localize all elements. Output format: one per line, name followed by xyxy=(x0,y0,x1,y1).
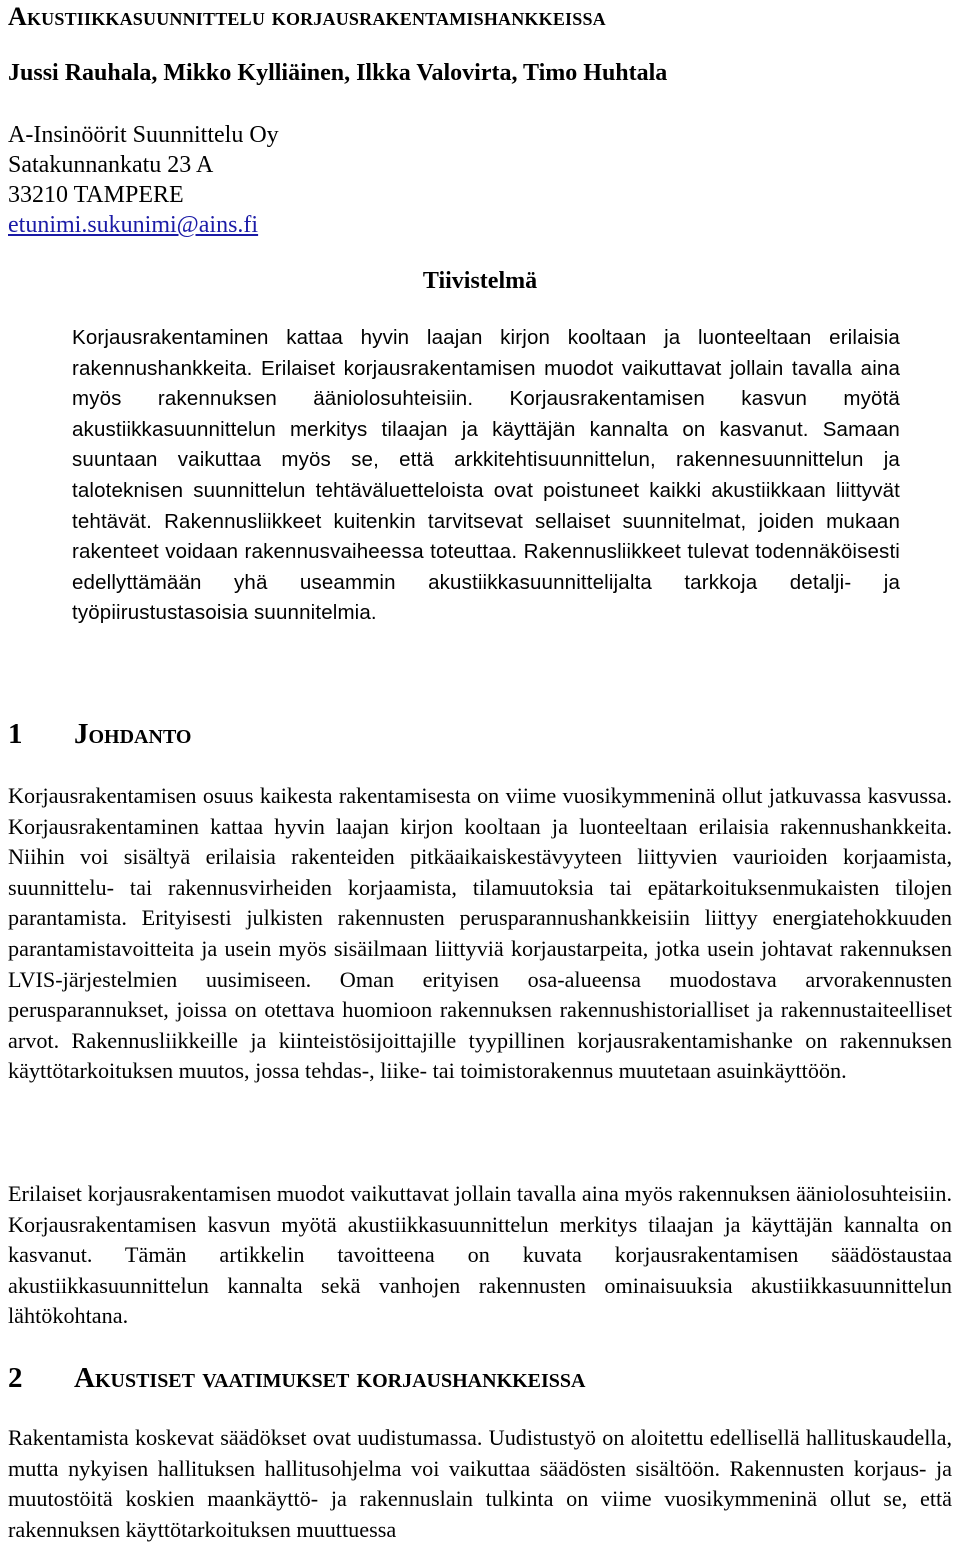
section-2-title: Akustiset vaatimukset korjaushankkeissa xyxy=(74,1362,586,1394)
section-2-number: 2 xyxy=(8,1362,23,1394)
section-2-paragraph-1: Rakentamista koskevat säädökset ovat uudistumassa. Uudistustyö on aloitettu edellisellä hallituskaudella, mutta nykyisen hallituksen hallitusohjelma voi vaikuttaa säädösten sisältöön. Rakennusten korjaus- ja muutostöitä koskien maankäyttö- ja rakennuslain tulkinta on viime vuosikymmeninä ollut se, että rakennuksen käyttötarkoituksen muuttuessa xyxy=(8,1425,952,1542)
section-2-heading xyxy=(8,1362,586,1395)
section-1-number: 1 xyxy=(8,718,23,750)
email-link[interactable]: etunimi.sukunimi@ains.fi xyxy=(8,212,259,238)
affiliation-city: 33210 TAMPERE xyxy=(8,182,184,208)
section-1-heading xyxy=(8,718,191,751)
abstract-text: Korjausrakentaminen kattaa hyvin laajan kirjon kooltaan ja luonteeltaan erilaisia rakennushankkeita. Erilaiset korjausrakentamisen muodot vaikuttavat jollain tavalla aina myös rakennuksen ääniolosuhteisiin. Korjausrakentamisen kasvun myötä akustiikkasuunnittelun merkitys tilaajan ja käyttäjän kannalta on kasvanut. Samaan suuntaan vaikuttaa myös se, että arkkitehtisuunnittelun, rakennesuunnittelun ja taloteknisen suunnittelun tehtäväluetteloista ovat poistuneet kaikki akustiikkaan liittyvät tehtävät. Rakennusliikkeet kuitenkin tarvitsevat sellaiset suunnitelmat, joiden mukaan rakenteet voidaan rakennusvaiheessa toteuttaa. Rakennusliikkeet tulevat todennäköisesti edellyttämään yhä useammin akustiikkasuunnittelijalta tarkkoja detalji- ja työpiirustustasoisia suunnitelmia. xyxy=(72,326,900,625)
section-1-title: Johdanto xyxy=(74,718,192,750)
abstract-heading: Tiivistelmä xyxy=(422,268,538,294)
affiliation-name: A-Insinöörit Suunnittelu Oy xyxy=(8,122,279,148)
section-1-paragraph-2: Erilaiset korjausrakentamisen muodot vaikuttavat jollain tavalla aina myös rakennuksen ääniolosuhteisiin. Korjausrakentamisen kasvun myötä akustiikkasuunnittelun merkitys tilaajan ja käyttäjän kannalta on kasvanut. Tämän artikkelin tavoitteena on kuvata korjausrakentamisen säädöstaustaa akustiikkasuunnittelun kannalta sekä vanhojen rakennusten ominaisuuksia akustiikkasuunnittelun lähtökohtana. xyxy=(8,1181,952,1329)
author-list: Jussi Rauhala, Mikko Kylliäinen, Ilkka Valovirta, Timo Huhtala xyxy=(8,60,668,86)
paper-title: Akustiikkasuunnittelu korjausrakentamishankkeissa xyxy=(8,2,606,31)
affiliation-street: Satakunnankatu 23 A xyxy=(8,152,214,178)
section-1-paragraph-1: Korjausrakentamisen osuus kaikesta rakentamisesta on viime vuosikymmeninä ollut jatkuvassa kasvussa. Korjausrakentaminen kattaa hyvin laajan kirjon kooltaan ja luonteeltaan erilaisia rakennushankkeita. Niihin voi sisältyä erilaisia rakenteiden pitkäaikaiskestävyyteen liittyvien vaurioiden korjaamista, suunnittelu- tai rakennusvirheiden korjaamista, tilamuutoksia tai epätarkoituksenmukaisten tilojen parantamista. Erityisesti julkisten rakennusten perusparannushankkeisiin liittyy energiatehokkuuden parantamistavoitteita ja usein myös sisäilmaan liittyviä korjaustarpeita, jotka usein johtavat rakennuksen LVIS-järjestelmien uusimiseen. Oman erityisen osa-alueensa muodostava arvorakennusten perusparannukset, joissa on otettava huomioon rakennuksen rakennushistorialliset ja rakennustaiteelliset arvot. Rakennusliikkeille ja kiinteistösijoittajille tyypillinen korjausrakentamishanke on rakennuksen käyttötarkoituksen muutos, jossa tehdas-, liike- tai toimistorakennus muutetaan asuinkäyttöön. xyxy=(8,783,952,1084)
